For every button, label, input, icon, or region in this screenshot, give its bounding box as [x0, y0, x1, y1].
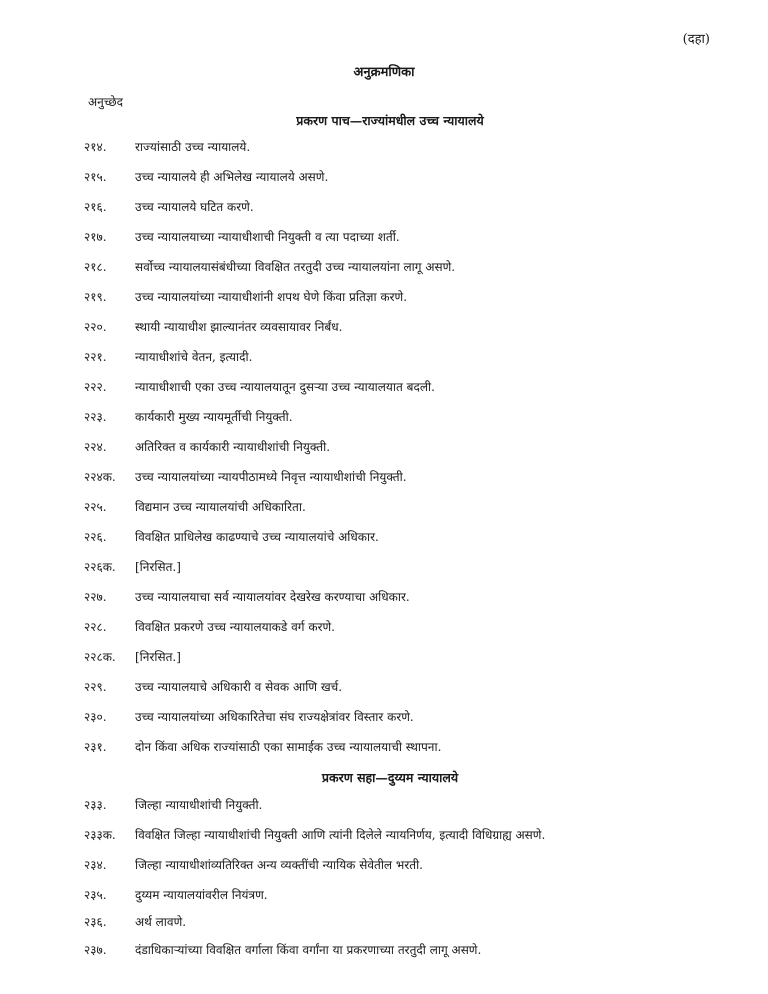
article-title: उच्च न्यायालयाच्या न्यायाधीशाची नियुक्ती व त्या पदाच्या शर्ती. [135, 230, 400, 244]
article-title: उच्च न्यायालयांच्या न्यायपीठामध्ये निवृत्त न्यायाधीशांची नियुक्ती. [135, 470, 407, 484]
article-title: उच्च न्यायालयांच्या न्यायाधीशांनी शपथ घेणे किंवा प्रतिज्ञा करणे. [135, 290, 408, 304]
article-number: २२४. [84, 440, 107, 454]
article-number: २२९. [84, 680, 107, 694]
list-item [84, 439, 724, 455]
article-number: २२८. [84, 620, 107, 634]
chapter-six-heading: प्रकरण सहा—दुय्यम न्यायालये [321, 770, 459, 785]
list-item [84, 409, 724, 425]
article-title: [निरसित.] [135, 650, 181, 664]
article-number: २२३. [84, 410, 107, 424]
article-number: २२४क. [84, 470, 116, 484]
list-item [84, 709, 724, 725]
article-number: २१४. [84, 140, 107, 154]
article-title: विवक्षित प्राधिलेख काढण्याचे उच्च न्यायालयांचे अधिकार. [135, 530, 379, 544]
list-item [84, 529, 724, 545]
list-item [84, 942, 724, 958]
article-number: २२६. [84, 530, 107, 544]
article-title: उच्च न्यायालये ही अभिलेख न्यायालये असणे. [135, 170, 329, 184]
article-title: न्यायाधीशाची एका उच्च न्यायालयातून दुसऱ्या उच्च न्यायालयात बदली. [135, 380, 435, 394]
article-title: दंडाधिकाऱ्यांच्या विवक्षित वर्गाला किंवा वर्गांना या प्रकरणाच्या तरतुदी लागू असणे. [135, 943, 482, 957]
article-title: उच्च न्यायालये घटित करणे. [135, 200, 254, 214]
article-title: कार्यकारी मुख्य न्यायमूर्तीची नियुक्ती. [135, 410, 293, 424]
list-item [84, 857, 724, 873]
article-title: उच्च न्यायालयाचा सर्व न्यायालयांवर देखरेख करण्याचा अधिकार. [135, 590, 410, 604]
list-item [84, 289, 724, 305]
article-number: २३१. [84, 740, 107, 754]
article-title: राज्यांसाठी उच्च न्यायालये. [135, 140, 251, 154]
list-item [84, 914, 724, 930]
list-item [84, 679, 724, 695]
article-number: २२०. [84, 320, 107, 334]
article-number: २३५. [84, 888, 107, 902]
list-item [84, 619, 724, 635]
article-title: अतिरिक्त व कार्यकारी न्यायाधीशांची नियुक्ती. [135, 440, 331, 454]
article-number: २२७. [84, 590, 107, 604]
article-number: २१५. [84, 170, 107, 184]
article-title: जिल्हा न्यायाधीशांव्यतिरिक्त अन्य व्यक्तींची न्यायिक सेवेतील भरती. [135, 858, 423, 872]
article-number: २३०. [84, 710, 107, 724]
article-title: विवक्षित प्रकरणे उच्च न्यायालयाकडे वर्ग करणे. [135, 620, 335, 634]
list-item [84, 349, 724, 365]
list-item [84, 469, 724, 485]
page-title: अनुक्रमणिका [353, 65, 415, 80]
list-item [84, 589, 724, 605]
article-number: २१९. [84, 290, 107, 304]
article-number: २२२. [84, 380, 107, 394]
article-title: जिल्हा न्यायाधीशांची नियुक्ती. [135, 798, 263, 812]
article-title: दोन किंवा अधिक राज्यांसाठी एका सामाईक उच्च न्यायालयाची स्थापना. [135, 740, 442, 754]
article-number: २३७. [84, 943, 107, 957]
article-number: २१८. [84, 260, 107, 274]
article-number: २२८क. [84, 650, 116, 664]
list-item [84, 229, 724, 245]
article-title: अर्थ लावणे. [135, 915, 187, 929]
article-number: २२६क. [84, 560, 116, 574]
article-number: २२५. [84, 500, 107, 514]
article-title: सर्वोच्च न्यायालयासंबंधीच्या विवक्षित तरतुदी उच्च न्यायालयांना लागू असणे. [135, 260, 456, 274]
list-item [84, 827, 724, 843]
article-title: न्यायाधीशांचे वेतन, इत्यादी. [135, 350, 253, 364]
column-heading: अनुच्छेद [88, 95, 124, 109]
list-item [84, 559, 724, 575]
article-title: विवक्षित जिल्हा न्यायाधीशांची नियुक्ती आणि त्यांनी दिलेले न्यायनिर्णय, इत्यादी विधिग्राह्य असणे. [135, 828, 546, 842]
list-item [84, 319, 724, 335]
article-title: दुय्यम न्यायालयांवरील नियंत्रण. [135, 888, 268, 902]
list-item [84, 739, 724, 755]
list-item [84, 379, 724, 395]
list-item [84, 259, 724, 275]
article-title: [निरसित.] [135, 560, 181, 574]
page-number: (दहा) [682, 32, 710, 47]
article-number: २२१. [84, 350, 107, 364]
list-item [84, 139, 724, 155]
article-title: उच्च न्यायालयांच्या अधिकारितेचा संघ राज्यक्षेत्रांवर विस्तार करणे. [135, 710, 414, 724]
list-item [84, 199, 724, 215]
article-number: २१७. [84, 230, 107, 244]
list-item [84, 169, 724, 185]
list-item [84, 649, 724, 665]
list-item [84, 887, 724, 903]
article-number: २३३. [84, 798, 107, 812]
article-number: २३३क. [84, 828, 116, 842]
article-title: उच्च न्यायालयाचे अधिकारी व सेवक आणि खर्च. [135, 680, 343, 694]
article-number: २१६. [84, 200, 107, 214]
article-title: विद्यमान उच्च न्यायालयांची अधिकारिता. [135, 500, 306, 514]
article-number: २३६. [84, 915, 107, 929]
article-number: २३४. [84, 858, 107, 872]
article-title: स्थायी न्यायाधीश झाल्यानंतर व्यवसायावर निर्बंध. [135, 320, 343, 334]
list-item [84, 499, 724, 515]
chapter-five-heading: प्रकरण पाच—राज्यांमधील उच्च न्यायालये [296, 113, 484, 128]
list-item [84, 797, 724, 813]
